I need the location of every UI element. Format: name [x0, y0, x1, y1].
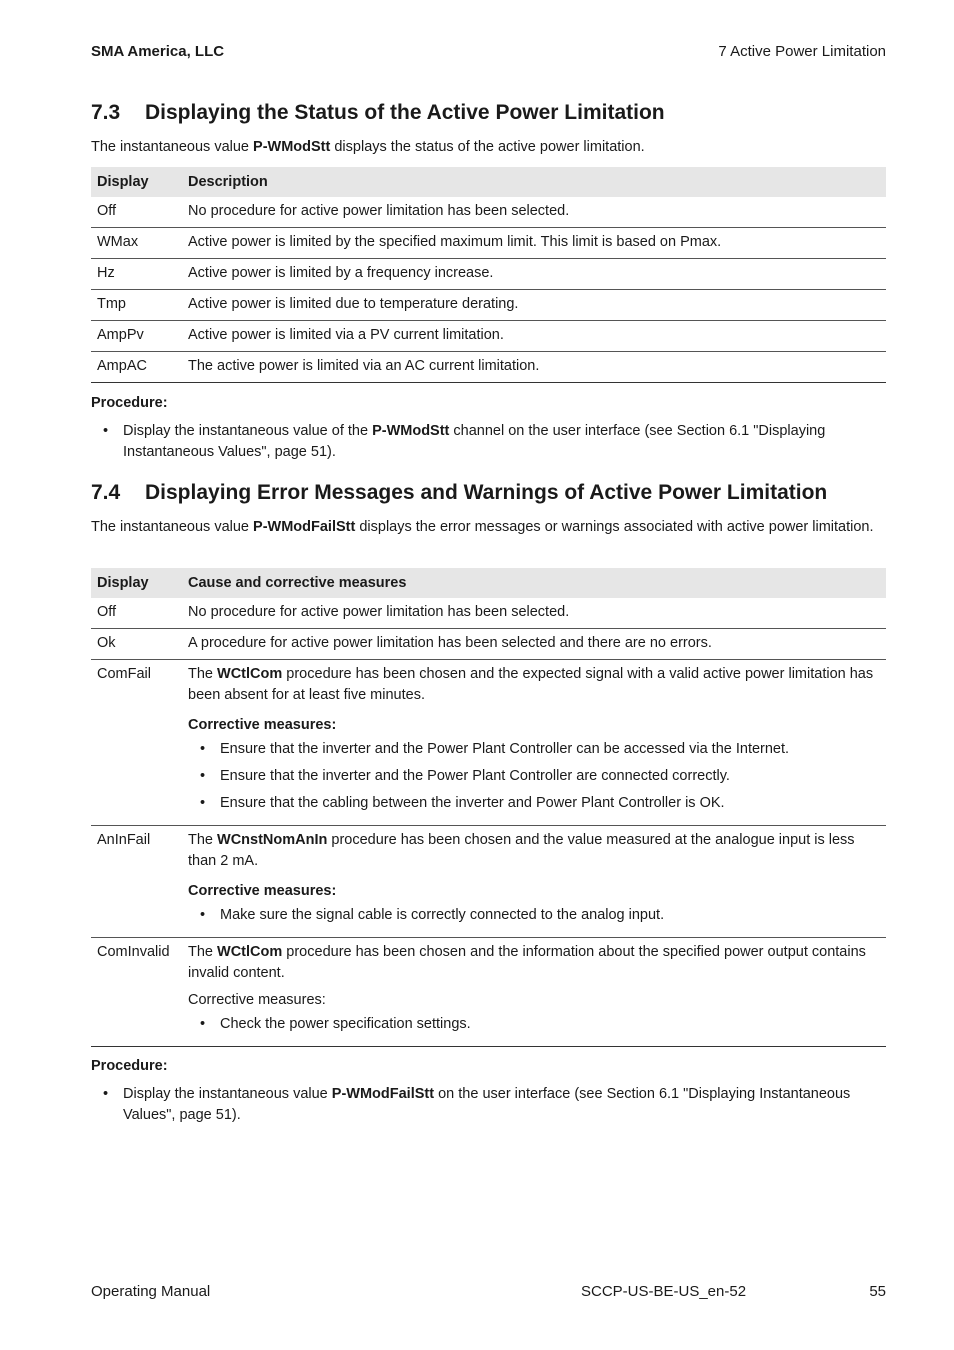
corrective-measures-list — [188, 905, 880, 926]
procedure-name: WCtlCom — [217, 666, 283, 682]
table-row — [91, 826, 886, 938]
column-header-display: Display — [91, 568, 182, 598]
section-7-4-intro: The instantaneous value P-WModFailStt displays the error messages or warnings associated with active power limitation. — [91, 519, 874, 535]
corrective-measures-title: Corrective measures: — [188, 992, 326, 1008]
cell-description: A procedure for active power limitation has been selected and there are no errors. — [182, 629, 886, 660]
cell-display: Off — [91, 598, 182, 629]
channel-name: P-WModFailStt — [253, 519, 356, 535]
footer-document-type: Operating Manual — [91, 1283, 211, 1300]
header-chapter: 7 Active Power Limitation — [718, 43, 886, 60]
cell-description: Active power is limited by the specified maximum limit. This limit is based on Pmax. — [182, 228, 886, 259]
procedure-title: Procedure: — [91, 1058, 168, 1074]
cell-description: The active power is limited via an AC current limitation. — [182, 352, 886, 383]
table-row — [91, 660, 886, 826]
table-row — [91, 197, 886, 228]
column-header-cause: Cause and corrective measures — [182, 568, 886, 598]
cell-description: Active power is limited by a frequency increase. — [182, 259, 886, 290]
cell-display: WMax — [91, 228, 182, 259]
procedure-name: WCnstNomAnIn — [217, 832, 328, 848]
table-row — [91, 598, 886, 629]
corrective-measures-list — [188, 1014, 880, 1035]
list-item: • Make sure the signal cable is correctly connected to the analog input. — [188, 905, 880, 926]
page-number: 55 — [869, 1283, 886, 1300]
cell-display: ComFail — [91, 660, 182, 826]
cell-description: No procedure for active power limitation has been selected. — [182, 197, 886, 228]
list-item: • Ensure that the inverter and the Power Plant Controller can be accessed via the Internet. — [188, 739, 880, 760]
section-title: Displaying Error Messages and Warnings of Active Power Limitation — [145, 481, 828, 504]
header-company: SMA America, LLC — [91, 43, 225, 60]
cell-display: AnInFail — [91, 826, 182, 938]
cell-description: No procedure for active power limitation has been selected. — [182, 598, 886, 629]
cell-description — [182, 826, 886, 938]
cell-display: Ok — [91, 629, 182, 660]
table-row — [91, 938, 886, 1047]
cell-display: AmpPv — [91, 321, 182, 352]
cell-description: Active power is limited due to temperature derating. — [182, 290, 886, 321]
error-table — [91, 568, 886, 1047]
procedure-step: • Display the instantaneous value P-WModFailStt on the user interface (see Section 6.1 "Displaying Instantaneous Values", page 51). — [91, 1084, 886, 1126]
corrective-measures-title: Corrective measures: — [188, 883, 337, 899]
section-number: 7.3 — [91, 101, 121, 124]
procedure-list — [91, 421, 886, 463]
section-7-3-heading — [91, 101, 665, 125]
cause-text: The WCtlCom procedure has been chosen and the expected signal with a valid active power limitation has been absent for at least five minutes. — [188, 666, 874, 703]
list-item: • Check the power specification settings. — [188, 1014, 880, 1035]
table-header-row — [91, 167, 886, 197]
table-row — [91, 290, 886, 321]
cell-display: Off — [91, 197, 182, 228]
column-header-description: Description — [182, 167, 886, 197]
table-row — [91, 629, 886, 660]
cell-description — [182, 660, 886, 826]
procedure-title: Procedure: — [91, 395, 168, 411]
cell-display: Tmp — [91, 290, 182, 321]
channel-name: P-WModFailStt — [331, 1086, 435, 1102]
table-row — [91, 352, 886, 383]
list-item: • Ensure that the cabling between the inverter and Power Plant Controller is OK. — [188, 793, 880, 814]
table-row — [91, 321, 886, 352]
cell-description: Active power is limited via a PV current limitation. — [182, 321, 886, 352]
corrective-measures-list — [188, 739, 880, 814]
procedure-list — [91, 1084, 886, 1126]
footer-document-code: SCCP-US-BE-US_en-52 — [581, 1283, 747, 1300]
table-row — [91, 228, 886, 259]
channel-name: P-WModStt — [372, 423, 450, 439]
procedure-name: WCtlCom — [217, 944, 283, 960]
table-header-row — [91, 568, 886, 598]
section-title: Displaying the Status of the Active Power Limitation — [145, 101, 665, 124]
section-7-3-intro: The instantaneous value P-WModStt displays the status of the active power limitation. — [91, 139, 645, 155]
list-item: • Ensure that the inverter and the Power Plant Controller are connected correctly. — [188, 766, 880, 787]
cell-display: Hz — [91, 259, 182, 290]
cell-display: ComInvalid — [91, 938, 182, 1047]
table-row — [91, 259, 886, 290]
cause-text: The WCtlCom procedure has been chosen and the information about the specified power output contains invalid content. — [188, 944, 866, 981]
status-table — [91, 167, 886, 383]
cell-display: AmpAC — [91, 352, 182, 383]
section-7-4-heading — [91, 481, 827, 505]
channel-name: P-WModStt — [253, 139, 331, 155]
cell-description — [182, 938, 886, 1047]
cause-text: The WCnstNomAnIn procedure has been chosen and the value measured at the analogue input is less than 2 mA. — [188, 832, 855, 869]
column-header-display: Display — [91, 167, 182, 197]
section-number: 7.4 — [91, 481, 121, 504]
corrective-measures-title: Corrective measures: — [188, 717, 337, 733]
procedure-step: • Display the instantaneous value of the P-WModStt channel on the user interface (see Section 6.1 "Displaying Instantaneous Values", page 51). — [91, 421, 886, 463]
